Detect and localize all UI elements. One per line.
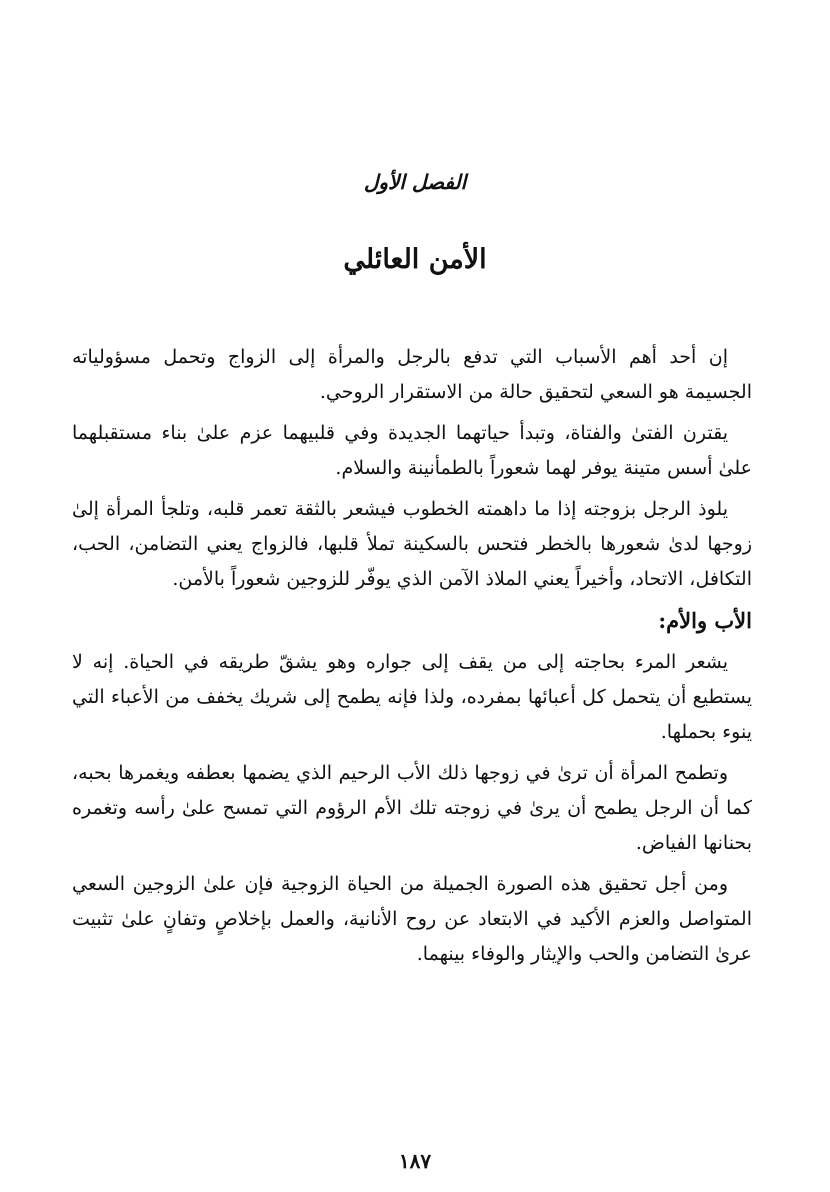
page-number: ١٨٧	[398, 1149, 432, 1173]
paragraph-1: إن أحد أهم الأسباب التي تدفع بالرجل والمرأة إلى الزواج وتحمل مسؤولياته الجسيمة هو السعي لتحقيق حالة من الاستقرار الروحي.	[72, 346, 752, 403]
paragraph-2: يقترن الفتىٰ والفتاة، وتبدأ حياتهما الجديدة وفي قلبيهما عزم علىٰ بناء مستقبلهما علىٰ أسس متينة يوفر لهما شعوراً بالطمأنينة والسلام.	[72, 422, 752, 479]
paragraph-3: يلوذ الرجل بزوجته إذا ما داهمته الخطوب فيشعر بالثقة تعمر قلبه، وتلجأ المرأة إلىٰ زوجها لدىٰ شعورها بالخطر فتحس بالسكينة تملأ قلبها، فالزواج يعني التضامن، الحب، التكافل، الاتحاد، وأخيراً يعني الملاذ الآمن الذي يوفّر للزوجين شعوراً بالأمن.	[72, 498, 752, 590]
body-text	[72, 340, 752, 978]
chapter-title: الأمن العائلي	[343, 244, 487, 275]
paragraph-5: وتطمح المرأة أن ترىٰ في زوجها ذلك الأب الرحيم الذي يضمها بعطفه ويغمرها بحبه، كما أن الرجل يطمح أن يرىٰ في زوجته تلك الأم الرؤوم التي تمسح علىٰ رأسه وتغمره بحنانها الفياض.	[72, 762, 752, 854]
section-subheading: الأب والأم:	[658, 608, 752, 633]
chapter-label: الفصل الأول	[363, 170, 467, 194]
paragraph-4: يشعر المرء بحاجته إلى من يقف إلى جواره وهو يشقّ طريقه في الحياة. إنه لا يستطيع أن يتحمل كل أعبائها بمفرده، ولذا فإنه يطمح إلى شريك يخفف من الأعباء التي ينوء بحملها.	[72, 651, 752, 743]
paragraph-6: ومن أجل تحقيق هذه الصورة الجميلة من الحياة الزوجية فإن علىٰ الزوجين السعي المتواصل والعزم الأكيد في الابتعاد عن روح الأنانية، والعمل بإخلاصٍ وتفانٍ علىٰ تثبيت عرىٰ التضامن والحب والإيثار والوفاء بينهما.	[72, 873, 752, 965]
